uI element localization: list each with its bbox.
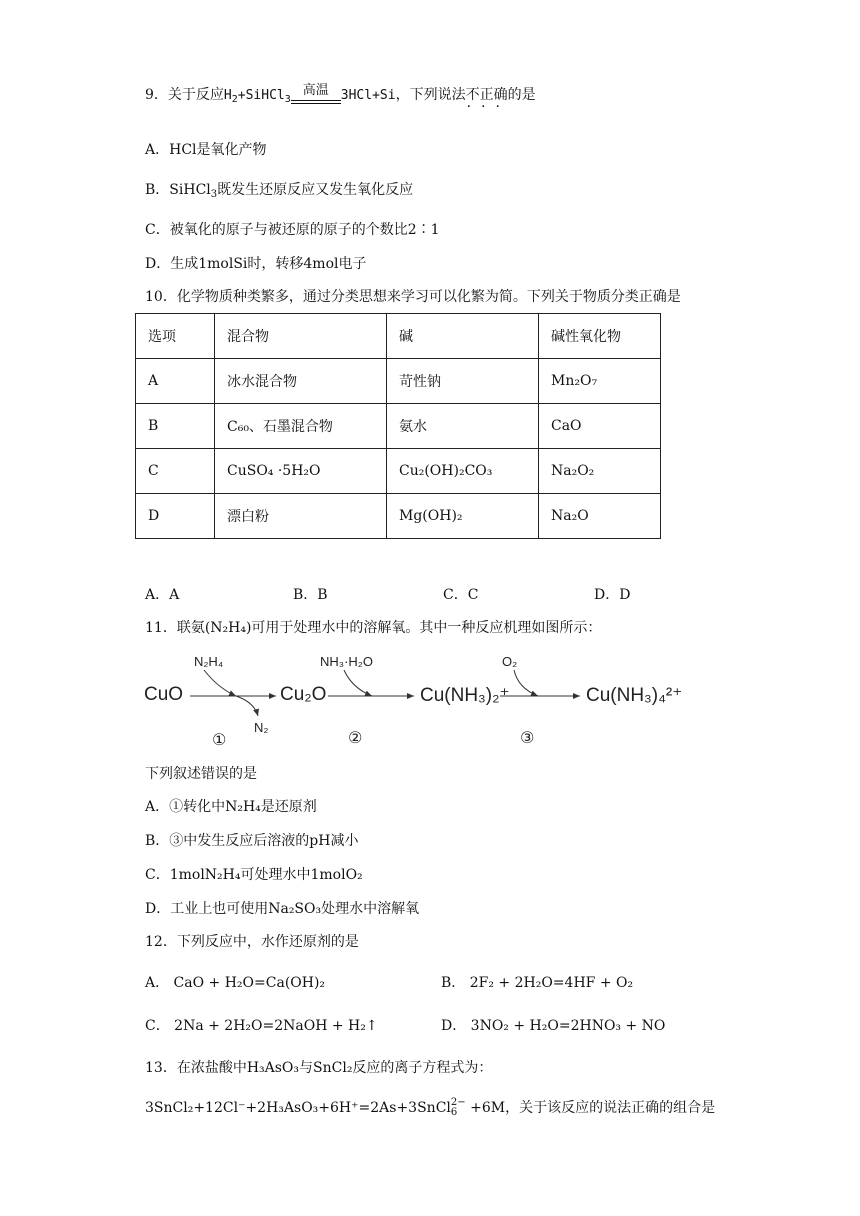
q10-answer-c: C．C xyxy=(443,587,479,603)
table-row xyxy=(136,494,661,539)
q13-ion-notation xyxy=(451,1098,466,1118)
q10-stem: 10．化学物质种类繁多，通过分类思想来学习可以化繁为简。下列关于物质分类正确是 xyxy=(145,289,681,305)
species-cu2o: Cu₂O xyxy=(280,684,327,705)
byproduct-arrow-n2 xyxy=(236,696,258,716)
table-header-cell: 混合物 xyxy=(215,314,387,359)
q12-option-c: C． 2Na + 2H₂O=2NaOH + H₂↑ xyxy=(145,1018,378,1034)
reagent-nh3h2o: NH₃·H₂O xyxy=(320,654,373,669)
table-cell: Na₂O₂ xyxy=(539,449,661,494)
step-label-3: ③ xyxy=(520,730,535,747)
table-cell: 氨水 xyxy=(387,404,539,449)
q13-ion-charge: 2− xyxy=(450,1097,466,1108)
q9-option-b: B．SiHCl$_3$既发生还原反应又发生氧化反应 xyxy=(145,182,414,200)
q9-reaction-arrow xyxy=(291,84,341,110)
q9-products: 3HCl+Si xyxy=(340,88,396,103)
table-cell: 漂白粉 xyxy=(215,494,387,539)
table-row xyxy=(136,404,661,449)
q12-option-b: B． 2F₂ + 2H₂O=4HF + O₂ xyxy=(441,975,634,991)
q9-option-c: C．被氧化的原子与被还原的原子的个数比2∶1 xyxy=(145,222,440,238)
q10-answer-a: A．A xyxy=(145,587,180,603)
q9-emphasis: 不正确 · · · xyxy=(466,87,508,103)
table-cell: CuSO₄ ·5H₂O xyxy=(215,449,387,494)
q10-answer-d: D．D xyxy=(594,587,631,603)
q9-prefix: 9．关于反应 xyxy=(145,87,224,103)
q9-suffix-post: 的是 xyxy=(507,87,536,103)
table-header-row xyxy=(136,314,661,359)
q11-question: 下列叙述错误的是 xyxy=(145,766,257,782)
table-cell: 苛性钠 xyxy=(387,359,539,404)
q11-option-a: A．①转化中N₂H₄是还原剂 xyxy=(145,799,317,815)
table-cell: C₆₀、石墨混合物 xyxy=(215,404,387,449)
species-cuo: CuO xyxy=(144,684,184,705)
reagent-arrow-nh3h2o xyxy=(344,670,372,696)
byproduct-n2: N₂ xyxy=(254,720,269,735)
table-header-cell: 碱 xyxy=(387,314,539,359)
q9-condition: 高温 xyxy=(302,83,329,98)
q11-option-c: C．1molN₂H₄可处理水中1molO₂ xyxy=(145,867,363,883)
table-cell: D xyxy=(136,494,215,539)
q9-option-a: A．HCl是氧化产物 xyxy=(145,142,267,158)
q11-option-b: B．③中发生反应后溶液的pH减小 xyxy=(145,833,359,849)
reaction-mechanism-diagram xyxy=(140,648,720,758)
q12-option-a: A． CaO + H₂O=Ca(OH)₂ xyxy=(145,975,326,991)
table-cell: Mn₂O₇ xyxy=(539,359,661,404)
step-label-2: ② xyxy=(348,730,363,747)
q13-equation xyxy=(145,1098,715,1118)
table-cell: A xyxy=(136,359,215,404)
species-cu-nh3-2: Cu(NH₃)₂⁺ xyxy=(420,685,510,706)
table-cell: 冰水混合物 xyxy=(215,359,387,404)
q12-option-d: D． 3NO₂ + H₂O=2HNO₃ + NO xyxy=(441,1018,666,1034)
q9-reactants: $H_2+SiHCl_3$ xyxy=(223,88,291,105)
reagent-arrow-o2 xyxy=(514,670,538,696)
table-header-cell: 碱性氧化物 xyxy=(539,314,661,359)
q11-option-d: D．工业上也可使用Na₂SO₃处理水中溶解氧 xyxy=(145,901,420,917)
q13-equation-pre: 3SnCl₂+12Cl⁻+2H₃AsO₃+6H⁺=2As+3SnCl xyxy=(145,1100,451,1116)
q10-classification-table xyxy=(135,313,661,539)
table-header-cell: 选项 xyxy=(136,314,215,359)
q9-suffix-pre: ，下列说法 xyxy=(395,87,466,103)
table-cell: B xyxy=(136,404,215,449)
q13-ion-sub: 6 xyxy=(450,1107,458,1118)
table-cell: CaO xyxy=(539,404,661,449)
table-row xyxy=(136,449,661,494)
table-row xyxy=(136,359,661,404)
table-cell: C xyxy=(136,449,215,494)
q12-stem: 12．下列反应中，水作还原剂的是 xyxy=(145,934,359,950)
table-cell: Na₂O xyxy=(539,494,661,539)
q10-answer-b: B．B xyxy=(293,587,328,603)
q11-stem: 11．联氨(N₂H₄)可用于处理水中的溶解氧。其中一种反应机理如图所示： xyxy=(145,620,602,636)
reagent-arrow-n2h4 xyxy=(204,670,236,696)
step-label-1: ① xyxy=(212,732,227,749)
q13-stem: 13．在浓盐酸中H₃AsO₃与SnCl₂反应的离子方程式为： xyxy=(145,1060,493,1076)
table-cell: Mg(OH)₂ xyxy=(387,494,539,539)
reagent-o2: O₂ xyxy=(502,654,518,669)
q9-option-d: D．生成1molSi时，转移4mol电子 xyxy=(145,256,367,272)
species-cu-nh3-4: Cu(NH₃)₄²⁺ xyxy=(586,685,683,706)
q13-equation-post: +6M，关于该反应的说法正确的组合是 xyxy=(465,1100,716,1116)
q9-stem xyxy=(145,84,536,110)
table-cell: Cu₂(OH)₂CO₃ xyxy=(387,449,539,494)
reagent-n2h4: N₂H₄ xyxy=(194,654,224,669)
